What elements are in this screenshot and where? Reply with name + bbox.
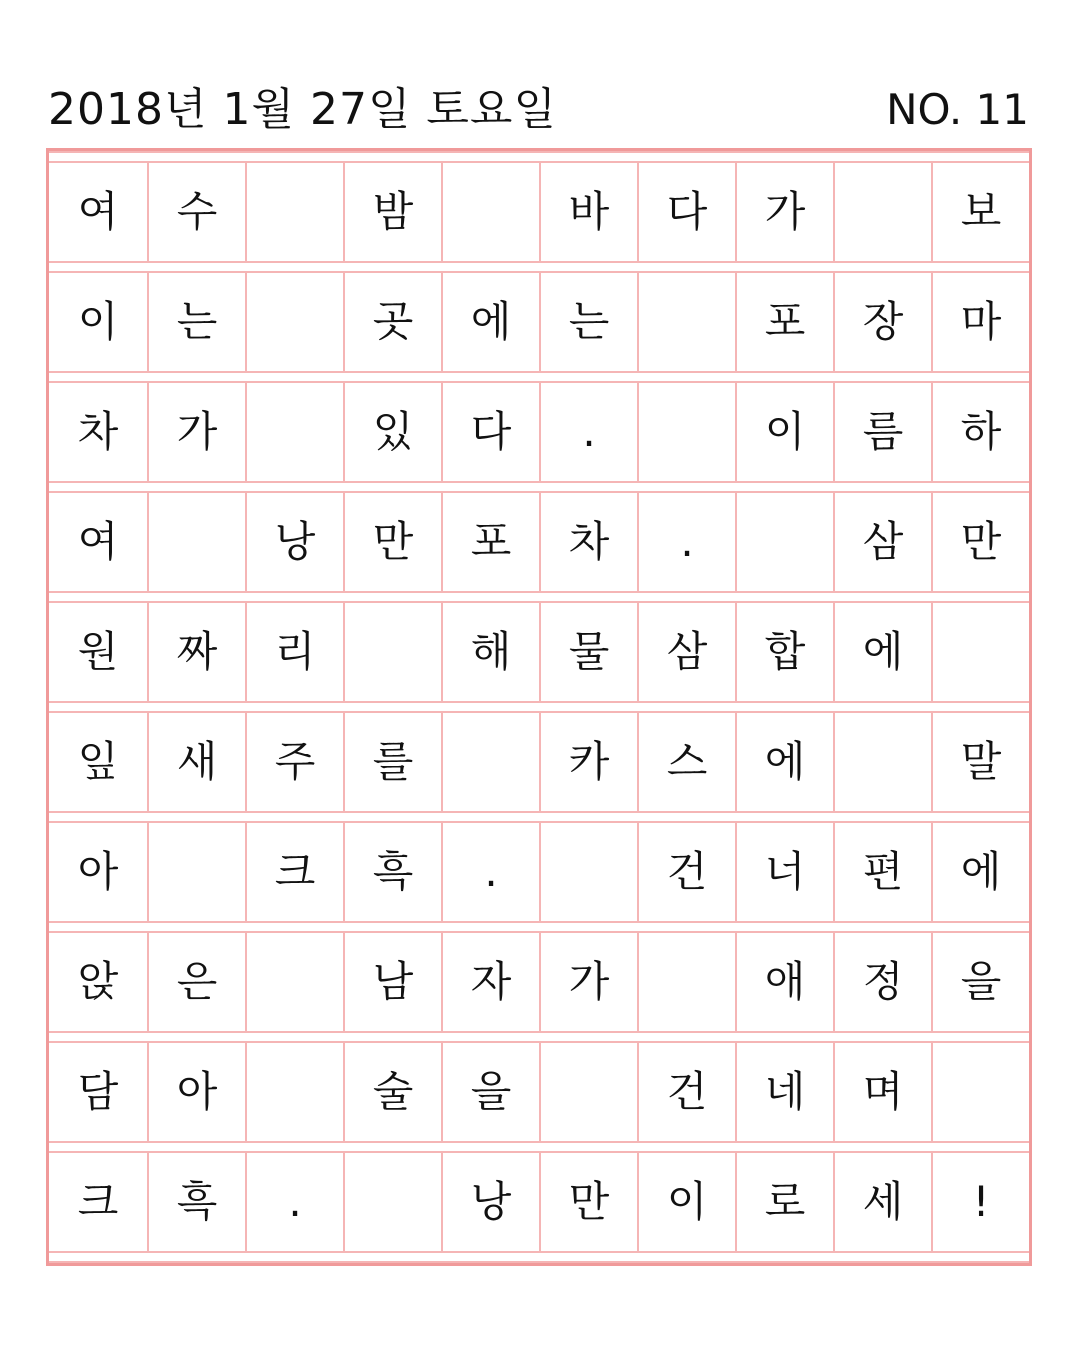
grid-cell: 바 (539, 163, 637, 261)
grid-row (49, 933, 1029, 1031)
grid-cell: 다 (637, 163, 735, 261)
grid-cell (931, 603, 1029, 701)
grid-cell: 만 (539, 1153, 637, 1251)
grid-cell (147, 823, 245, 921)
grid-cell: 건 (637, 1043, 735, 1141)
row-separator-band (49, 261, 1029, 273)
grid-cell: 며 (833, 1043, 931, 1141)
grid-cell: . (637, 493, 735, 591)
grid-cell: 곳 (343, 273, 441, 371)
grid-cell: 흑 (343, 823, 441, 921)
grid-cell: 낭 (441, 1153, 539, 1251)
grid-cell: 아 (147, 1043, 245, 1141)
grid-cell: ! (931, 1153, 1029, 1251)
grid-cell (441, 163, 539, 261)
page-number: NO. 11 (886, 85, 1029, 134)
grid-cell: 너 (735, 823, 833, 921)
grid-cell: 카 (539, 713, 637, 811)
grid-cell: 가 (735, 163, 833, 261)
row-separator-band (49, 371, 1029, 383)
grid-cell (245, 933, 343, 1031)
grid-cell (245, 273, 343, 371)
grid-cell: 에 (735, 713, 833, 811)
grid-cell: 포 (735, 273, 833, 371)
grid-cell (735, 493, 833, 591)
grid-cell: 술 (343, 1043, 441, 1141)
grid-cell: 여 (77, 517, 119, 566)
grid-cell (833, 713, 931, 811)
grid-cell: 낭 (245, 493, 343, 591)
row-separator-band (49, 921, 1029, 933)
grid-cell (441, 713, 539, 811)
grid-cell: 차 (77, 407, 119, 456)
grid-cell: 는 (147, 273, 245, 371)
grid-cell: 아 (77, 847, 119, 896)
row-separator-band (49, 1251, 1029, 1263)
grid-cell: 스 (637, 713, 735, 811)
row-separator-band (49, 1031, 1029, 1043)
diary-date: 2018년 1월 27일 토요일 (48, 84, 557, 135)
grid-cell (637, 933, 735, 1031)
grid-cell: 크 (245, 823, 343, 921)
grid-cell: 수 (147, 163, 245, 261)
grid-cell: 삼 (833, 493, 931, 591)
grid-cell: 애 (735, 933, 833, 1031)
row-separator-band (49, 481, 1029, 493)
grid-cell: 새 (147, 713, 245, 811)
grid-cell: 원 (77, 627, 119, 676)
grid-cell: 밤 (343, 163, 441, 261)
grid-cell: 물 (539, 603, 637, 701)
grid-cell: 이 (637, 1153, 735, 1251)
grid-row (49, 273, 1029, 371)
grid-row (49, 1153, 1029, 1251)
grid-cell: 에 (441, 273, 539, 371)
grid-cell: 건 (637, 823, 735, 921)
grid-cell: 을 (931, 933, 1029, 1031)
grid-row (49, 1043, 1029, 1141)
grid-cell (931, 1043, 1029, 1141)
grid-cell: 합 (735, 603, 833, 701)
grid-cell: . (539, 383, 637, 481)
grid-cell: 은 (147, 933, 245, 1031)
grid-cell (637, 383, 735, 481)
grid-cell (147, 493, 245, 591)
grid-cell: 에 (833, 603, 931, 701)
grid-cell: 잎 (77, 737, 119, 786)
grid-cell: 이 (77, 297, 119, 346)
grid-cell: 하 (931, 383, 1029, 481)
grid-cell: 로 (735, 1153, 833, 1251)
grid-cell: 주 (245, 713, 343, 811)
grid-cell: 있 (343, 383, 441, 481)
grid-cell: 다 (441, 383, 539, 481)
grid-cell: 해 (441, 603, 539, 701)
grid-cell: 담 (77, 1067, 119, 1116)
grid-cell: 정 (833, 933, 931, 1031)
grid-cell: 편 (833, 823, 931, 921)
grid-cell: 는 (539, 273, 637, 371)
grid-cell (833, 163, 931, 261)
row-separator-band (49, 701, 1029, 713)
grid-cell (637, 273, 735, 371)
manuscript-grid (46, 148, 1032, 1266)
grid-cell: 가 (147, 383, 245, 481)
grid-cell (343, 1153, 441, 1251)
row-separator-band (49, 151, 1029, 163)
grid-cell: 여 (77, 187, 119, 236)
grid-cell: 을 (441, 1043, 539, 1141)
row-separator-band (49, 811, 1029, 823)
row-separator-band (49, 591, 1029, 603)
grid-cell: 세 (833, 1153, 931, 1251)
grid-row (49, 823, 1029, 921)
grid-cell: 마 (931, 273, 1029, 371)
grid-cell: . (245, 1153, 343, 1251)
grid-cell (343, 603, 441, 701)
grid-row (49, 163, 1029, 261)
grid-row (49, 603, 1029, 701)
grid-cell (245, 1043, 343, 1141)
grid-cell: 네 (735, 1043, 833, 1141)
grid-cell: 이 (735, 383, 833, 481)
grid-cell: 흑 (147, 1153, 245, 1251)
grid-cell: 크 (77, 1177, 119, 1226)
grid-cell: 에 (931, 823, 1029, 921)
grid-cell: 말 (931, 713, 1029, 811)
grid-cell (539, 823, 637, 921)
grid-cell: 장 (833, 273, 931, 371)
grid-cell: 남 (343, 933, 441, 1031)
grid-row (49, 493, 1029, 591)
grid-cell: 를 (343, 713, 441, 811)
grid-cell: 자 (441, 933, 539, 1031)
grid-cell: 차 (539, 493, 637, 591)
grid-cell: . (441, 823, 539, 921)
grid-cell: 보 (931, 163, 1029, 261)
grid-cell: 삼 (637, 603, 735, 701)
grid-row (49, 713, 1029, 811)
grid-cell (245, 383, 343, 481)
grid-cell: 짜 (147, 603, 245, 701)
grid-cell: 만 (343, 493, 441, 591)
grid-cell (245, 163, 343, 261)
grid-cell: 름 (833, 383, 931, 481)
row-separator-band (49, 1141, 1029, 1153)
grid-cell: 앉 (77, 957, 119, 1006)
grid-cell: 가 (539, 933, 637, 1031)
grid-cell: 포 (441, 493, 539, 591)
grid-row (49, 383, 1029, 481)
grid-cell: 리 (245, 603, 343, 701)
grid-cell (539, 1043, 637, 1141)
grid-cell: 만 (931, 493, 1029, 591)
